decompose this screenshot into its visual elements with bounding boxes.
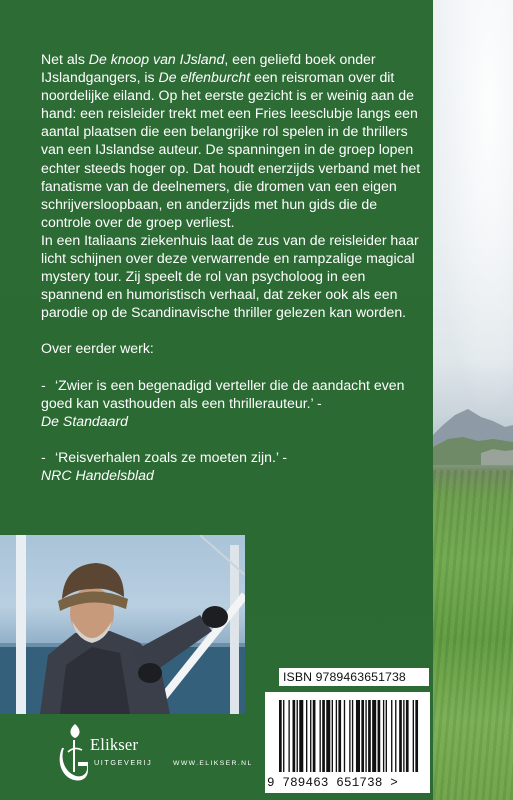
barcode-bar bbox=[399, 700, 402, 772]
barcode-bar bbox=[344, 700, 345, 772]
barcode-digits: 9 789463 651738 > bbox=[267, 776, 398, 790]
barcode-bar bbox=[361, 700, 364, 772]
barcode-bar bbox=[386, 700, 387, 772]
barcode-bar bbox=[403, 700, 404, 772]
barcode-bar bbox=[365, 700, 366, 772]
review-source: De Standaard bbox=[41, 412, 128, 429]
barcode bbox=[265, 692, 430, 793]
text-run: Net als bbox=[41, 51, 89, 67]
barcode-bar bbox=[338, 700, 341, 772]
barcode-bar bbox=[310, 700, 311, 772]
barcode-bar bbox=[378, 700, 381, 772]
barcode-bar bbox=[336, 700, 337, 772]
review-text bbox=[41, 448, 426, 466]
review-quote-text: ‘Reisverhalen zoals ze moeten zijn.’ - bbox=[55, 448, 288, 465]
grass-field bbox=[433, 470, 513, 800]
book-title: De elfenburcht bbox=[158, 69, 251, 86]
blurb-text bbox=[41, 50, 426, 484]
text-run: , een geliefd boek onder IJslandgangers, is bbox=[41, 51, 376, 86]
book-title: De knoop van IJsland bbox=[88, 51, 225, 67]
barcode-bar bbox=[306, 700, 307, 772]
barcode-bar bbox=[406, 700, 409, 772]
elikser-emblem-icon bbox=[58, 722, 90, 782]
blurb-paragraph-2: In een Italiaans ziekenhuis laat de zus van de reisleider haar licht schijnen over deze verwarrende en rampzalige magical mystery tour. Zij speelt de rol van psycholoog in een spannend en humoristisch verhaal, dat zeker ook als een parodie op de Scandinavische thriller gelezen kan worden. bbox=[41, 231, 419, 321]
isbn-label: ISBN 9789463651738 bbox=[279, 668, 429, 686]
barcode-bar bbox=[313, 700, 316, 772]
review-source: NRC Handelsblad bbox=[41, 466, 154, 483]
barcode-bar bbox=[372, 700, 376, 772]
barcode-bar bbox=[413, 700, 414, 772]
blurb-paragraph-1 bbox=[41, 50, 426, 231]
barcode-bar bbox=[356, 700, 360, 772]
barcode-bar bbox=[391, 700, 392, 772]
barcode-bar bbox=[332, 700, 333, 772]
review-text bbox=[41, 376, 426, 412]
review-quote bbox=[41, 376, 426, 430]
author-photo bbox=[0, 535, 245, 714]
barcode-bar bbox=[415, 700, 418, 772]
dash: - bbox=[41, 448, 46, 465]
barcode-bar bbox=[279, 700, 282, 772]
barcode-bar bbox=[349, 700, 350, 772]
barcode-bar bbox=[283, 700, 284, 772]
publisher-name: Elikser bbox=[90, 735, 139, 754]
landscape-photo-strip bbox=[433, 0, 513, 800]
sky bbox=[433, 0, 513, 420]
dash: - bbox=[41, 376, 46, 393]
barcode-bar bbox=[322, 700, 325, 772]
text-run: een reisroman over dit noordelijke eiland. Op het eerste gezicht is er weinig aan de hand: een reisleider trekt met een Fries leesclubje langs een aantal plaatsen die een belangrijke rol spelen in de thrillers van een IJslandse auteur. De spanningen in de groep lopen echter steeds hoger op. Dat houdt enerzijds verband met het fanatisme van de deelnemers, die dromen van een eigen schrijversloopbaan, en anderzijds met hun gids die de controle over de groep verliest. bbox=[41, 69, 421, 230]
review-quote bbox=[41, 448, 426, 484]
barcode-bar bbox=[299, 700, 303, 772]
barcode-bar bbox=[288, 700, 289, 772]
author-photo-illustration bbox=[0, 535, 245, 714]
reviews-label: Over eerder werk: bbox=[41, 340, 154, 357]
publisher-logo bbox=[58, 722, 188, 784]
barcode-bar bbox=[293, 700, 296, 772]
barcode-bar bbox=[320, 700, 321, 772]
barcode-bar bbox=[395, 700, 396, 772]
barcode-bar bbox=[297, 700, 298, 772]
barcode-bar bbox=[352, 700, 353, 772]
barcode-bar bbox=[326, 700, 330, 772]
publisher-website: WWW.ELIKSER.NL bbox=[173, 760, 253, 767]
barcode-bar bbox=[383, 700, 384, 772]
publisher-subtitle: UITGEVERIJ bbox=[94, 758, 153, 767]
mountain-range bbox=[433, 395, 513, 465]
review-quote-text: ‘Zwier is een begenadigd verteller die de aandacht even goed kan vasthouden als een thrillerauteur.’ - bbox=[41, 376, 405, 411]
barcode-bar bbox=[368, 700, 371, 772]
